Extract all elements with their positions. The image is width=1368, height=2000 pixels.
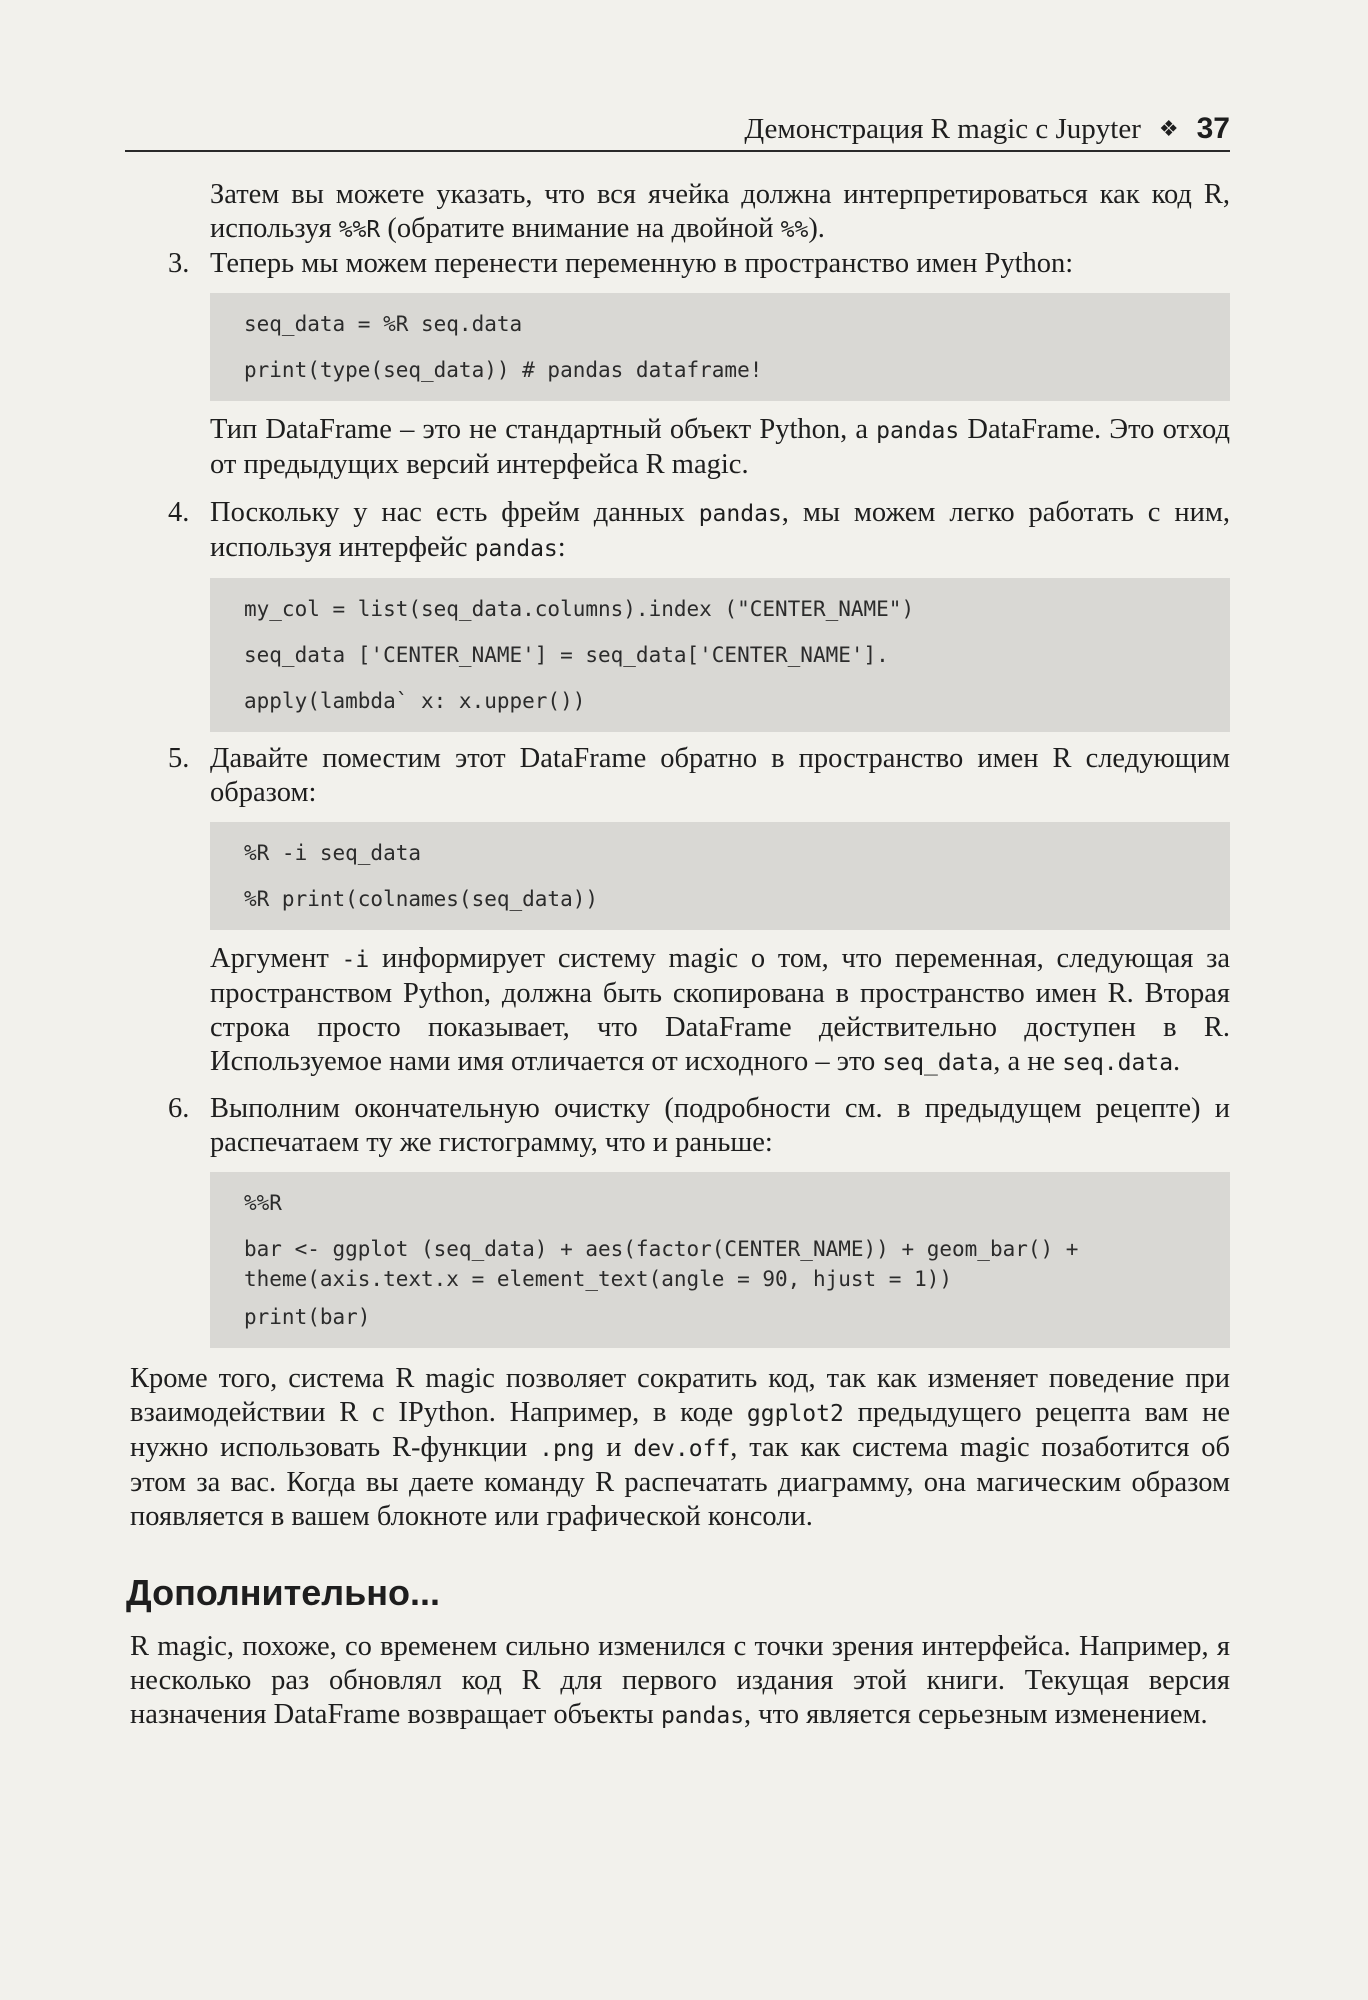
page-content (126, 178, 1230, 1733)
code-block (210, 822, 1230, 930)
step-text: Давайте поместим этот DataFrame обратно в пространство имен R следующим образом: (210, 743, 1230, 808)
list-number: 4. (168, 497, 190, 528)
code-block (210, 1172, 1230, 1348)
list-number: 6. (168, 1093, 190, 1124)
list-number: 3. (168, 248, 190, 279)
step-text: Теперь мы можем перенести переменную в пространство имен Python: (210, 248, 1074, 279)
code-line: apply(lambda` x: x.upper()) (244, 689, 586, 713)
code-block (210, 293, 1230, 401)
code-line: %R print(colnames(seq_data)) (244, 887, 599, 911)
code-line: %%R (244, 1191, 282, 1215)
code-line: bar <- ggplot (seq_data) + aes(factor(CENTER_NAME)) + geom_bar() + (244, 1237, 1079, 1261)
section-heading: Дополнительно... (126, 1572, 441, 1613)
intro-paragraph: Затем вы можете указать, что вся ячейка должна интерпретироваться как код R, используя %%R (обратите внимание на двойной %%). (210, 179, 1230, 244)
more-paragraph: R magic, похоже, со временем сильно изменился с точки зрения интерфейса. Например, я несколько раз обновлял код R для первого издания этой книги. Текущая версия назначения DataFrame возвращает объекты pandas, что является серьезным изменением. (130, 1631, 1230, 1730)
step-text: Поскольку у нас есть фрейм данных pandas, мы можем легко работать с ним, используя интерфейс pandas: (210, 497, 1230, 563)
list-number: 5. (168, 743, 190, 774)
code-line: my_col = list(seq_data.columns).index ("CENTER_NAME") (244, 597, 915, 621)
code-line: print(bar) (244, 1305, 371, 1329)
step-note: Аргумент -i информирует систему magic о том, что переменная, следующая за пространством Python, должна быть скопирована в пространство имен R. Вторая строка просто показывает, что DataFrame действительно доступен в R. Используемое нами имя отличается от исходного – это seq_data, а не seq.data. (210, 943, 1230, 1077)
list-item-5 (130, 742, 1230, 810)
closing-paragraph: Кроме того, система R magic позволяет сократить код, так как изменяет поведение при взаимодействии R с IPython. Например, в коде ggplot2 предыдущего рецепта вам не нужно использовать R-функции .png и dev.off, так как система magic позаботится об этом за вас. Когда вы даете команду R распечатать диаграмму, она магическим образом появляется в вашем блокноте или графической консоли. (130, 1363, 1230, 1532)
ornament-icon: ❖ (1158, 116, 1179, 141)
list-item-4 (130, 496, 1230, 566)
step-text: Выполним окончательную очистку (подробности см. в предыдущем рецепте) и распечатаем ту же гистограмму, что и раньше: (210, 1093, 1230, 1158)
code-line: print(type(seq_data)) # pandas dataframe! (244, 358, 763, 382)
code-line: seq_data = %R seq.data (244, 312, 523, 336)
page-number: 37 (1196, 112, 1230, 145)
code-line: theme(axis.text.x = element_text(angle = 90, hjust = 1)) (244, 1267, 953, 1291)
code-line: seq_data ['CENTER_NAME'] = seq_data['CENTER_NAME']. (244, 643, 889, 667)
code-line: %R -i seq_data (244, 841, 422, 865)
header-title: Демонстрация R magic с Jupyter (744, 113, 1141, 145)
list-item-3 (130, 247, 1230, 281)
running-header (125, 104, 1230, 152)
step-note: Тип DataFrame – это не стандартный объект Python, а pandas DataFrame. Это отход от предыдущих версий интерфейса R magic. (210, 414, 1230, 480)
code-block (210, 578, 1230, 732)
list-item-6 (130, 1092, 1230, 1160)
